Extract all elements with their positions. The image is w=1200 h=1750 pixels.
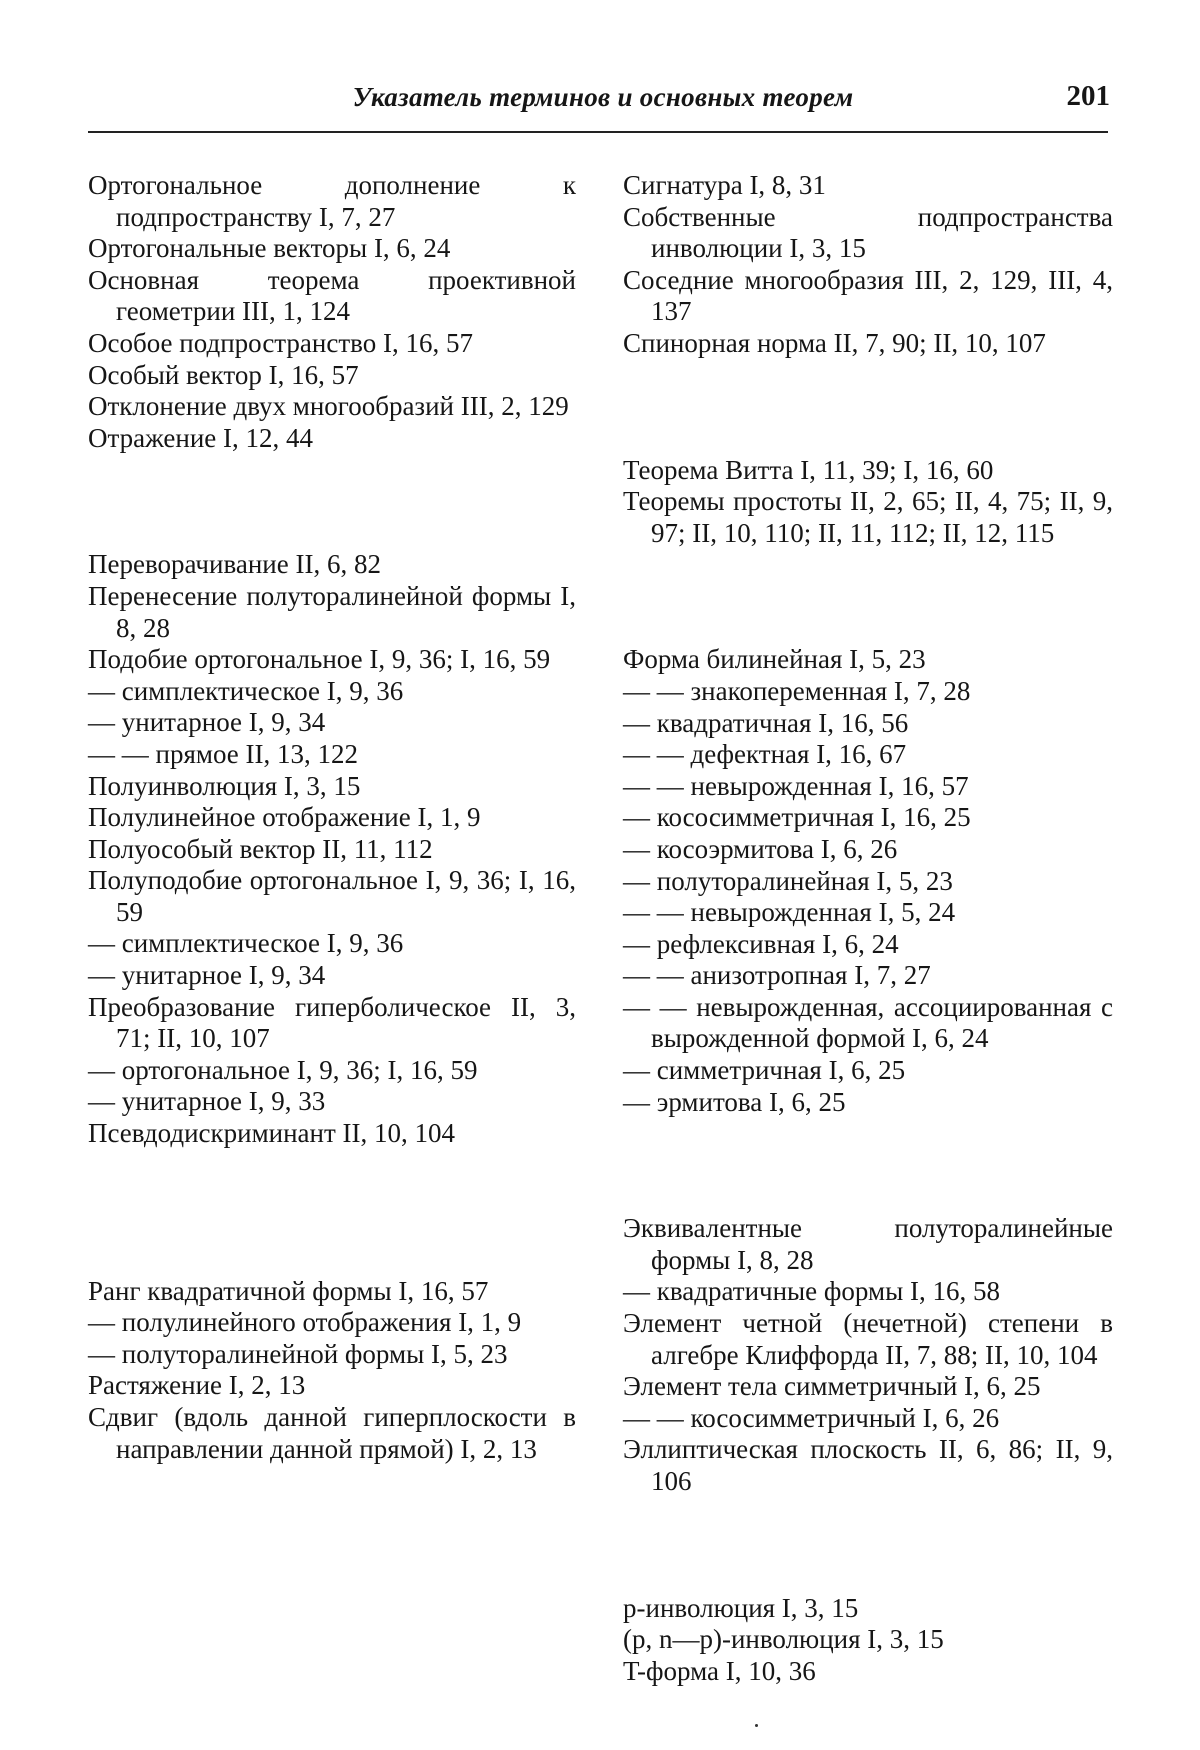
index-entry: Растяжение I, 2, 13 <box>88 1370 306 1401</box>
index-entry: — унитарное I, 9, 34 <box>88 960 326 991</box>
index-entry: — унитарное I, 9, 33 <box>88 1086 326 1117</box>
index-entry: Эквивалентные полуторалинейные формы I, 8, 28 <box>623 1213 1113 1275</box>
index-entry: Отклонение двух многообразий III, 2, 129 <box>88 391 569 422</box>
index-entry: p-инволюция I, 3, 15 <box>623 1592 859 1623</box>
running-header <box>88 78 1110 118</box>
index-entry: Ортогональное дополнение к подпространству I, 7, 27 <box>88 170 576 232</box>
index-entry: Отражение I, 12, 44 <box>88 422 314 453</box>
index-entry: Особое подпространство I, 16, 57 <box>88 327 473 358</box>
index-entry: Полуподобие ортогональное I, 9, 36; I, 16, 59 <box>88 865 576 927</box>
index-entry: — эрмитова I, 6, 25 <box>623 1086 846 1117</box>
index-entry: Полуинволюция I, 3, 15 <box>88 770 361 801</box>
index-entry: Эллиптическая плоскость II, 6, 86; II, 9, 106 <box>623 1434 1113 1496</box>
index-entry: — симплектическое I, 9, 36 <box>88 675 404 706</box>
index-entry: — полуторалинейной формы I, 5, 23 <box>88 1338 508 1369</box>
index-entry: — кососимметричная I, 16, 25 <box>623 802 971 833</box>
index-entry: Псевдодискриминант II, 10, 104 <box>88 1118 456 1149</box>
index-entry: Подобие ортогональное I, 9, 36; I, 16, 59 <box>88 644 551 675</box>
index-entry: Полулинейное отображение I, 1, 9 <box>88 802 481 833</box>
index-entry: Ранг квадратичной формы I, 16, 57 <box>88 1275 489 1306</box>
print-speck <box>755 1724 758 1727</box>
page-number: 201 <box>1066 80 1110 112</box>
index-entry: Теорема Витта I, 11, 39; I, 16, 60 <box>623 454 994 485</box>
index-entry: — — кососимметричный I, 6, 26 <box>623 1402 1000 1433</box>
index-entry: Собственные подпространства инволюции I, 3, 15 <box>623 201 1113 264</box>
index-entry: Полуособый вектор II, 11, 112 <box>88 833 433 864</box>
index-entry: — рефлексивная I, 6, 24 <box>623 928 899 959</box>
index-entry: Переворачивание II, 6, 82 <box>88 549 381 580</box>
index-entry: Форма билинейная I, 5, 23 <box>623 644 926 675</box>
index-entry: Особый вектор I, 16, 57 <box>88 359 359 390</box>
index-entry: — полуторалинейная I, 5, 23 <box>623 865 953 896</box>
index-entry: Элемент тела симметричный I, 6, 25 <box>623 1371 1041 1402</box>
index-entry: — косоэрмитова I, 6, 26 <box>623 833 898 864</box>
index-entry: — квадратичные формы I, 16, 58 <box>623 1276 1000 1307</box>
index-column-left <box>88 170 576 1465</box>
index-entry: Преобразование гиперболическое II, 3, 71; II, 10, 107 <box>88 991 576 1054</box>
running-header-title: Указатель терминов и основных теорем <box>352 82 854 112</box>
index-column-right <box>623 170 1113 1687</box>
index-entry: — — дефектная I, 16, 67 <box>623 739 907 770</box>
index-entry: — — невырожденная I, 5, 24 <box>623 897 956 928</box>
index-entry: Элемент четной (нечетной) степени в алгебре Клиффорда II, 7, 88; II, 10, 104 <box>623 1308 1113 1370</box>
index-entry: Основная теорема проективной геометрии III, 1, 124 <box>88 264 576 327</box>
index-entry: — симплектическое I, 9, 36 <box>88 928 404 959</box>
index-entry: — — анизотропная I, 7, 27 <box>623 960 931 991</box>
index-entry: Сигнатура I, 8, 31 <box>623 170 826 200</box>
index-entry: Сдвиг (вдоль данной гиперплоскости в направлении данной прямой) I, 2, 13 <box>88 1402 576 1464</box>
index-entry: Спинорная норма II, 7, 90; II, 10, 107 <box>623 327 1046 358</box>
header-rule <box>88 131 1108 133</box>
index-entry: Ортогональные векторы I, 6, 24 <box>88 233 451 264</box>
index-entry: — — невырожденная, ассоциированная с вырожденной формой I, 6, 24 <box>623 991 1113 1054</box>
index-entry: Соседние многообразия III, 2, 129, III, 4, 137 <box>623 264 1113 327</box>
index-entry: — ортогональное I, 9, 36; I, 16, 59 <box>88 1054 478 1085</box>
index-entry: — — знакопеременная I, 7, 28 <box>623 675 971 706</box>
index-entry: — — прямое II, 13, 122 <box>88 738 358 769</box>
index-entry: — квадратичная I, 16, 56 <box>623 707 909 738</box>
index-entry: — — невырожденная I, 16, 57 <box>623 770 969 801</box>
index-entry: (p, n—p)-инволюция I, 3, 15 <box>623 1624 944 1655</box>
index-entry: T-форма I, 10, 36 <box>623 1655 816 1686</box>
index-entry: — симметричная I, 6, 25 <box>623 1055 906 1086</box>
index-entry: Теоремы простоты II, 2, 65; II, 4, 75; II, 9, 97; II, 10, 110; II, 11, 112; II, 12, 115 <box>623 486 1113 548</box>
index-entry: — унитарное I, 9, 34 <box>88 707 326 738</box>
index-entry: Перенесение полуторалинейной формы I, 8, 28 <box>88 580 576 643</box>
index-entry: — полулинейного отображения I, 1, 9 <box>88 1307 522 1338</box>
